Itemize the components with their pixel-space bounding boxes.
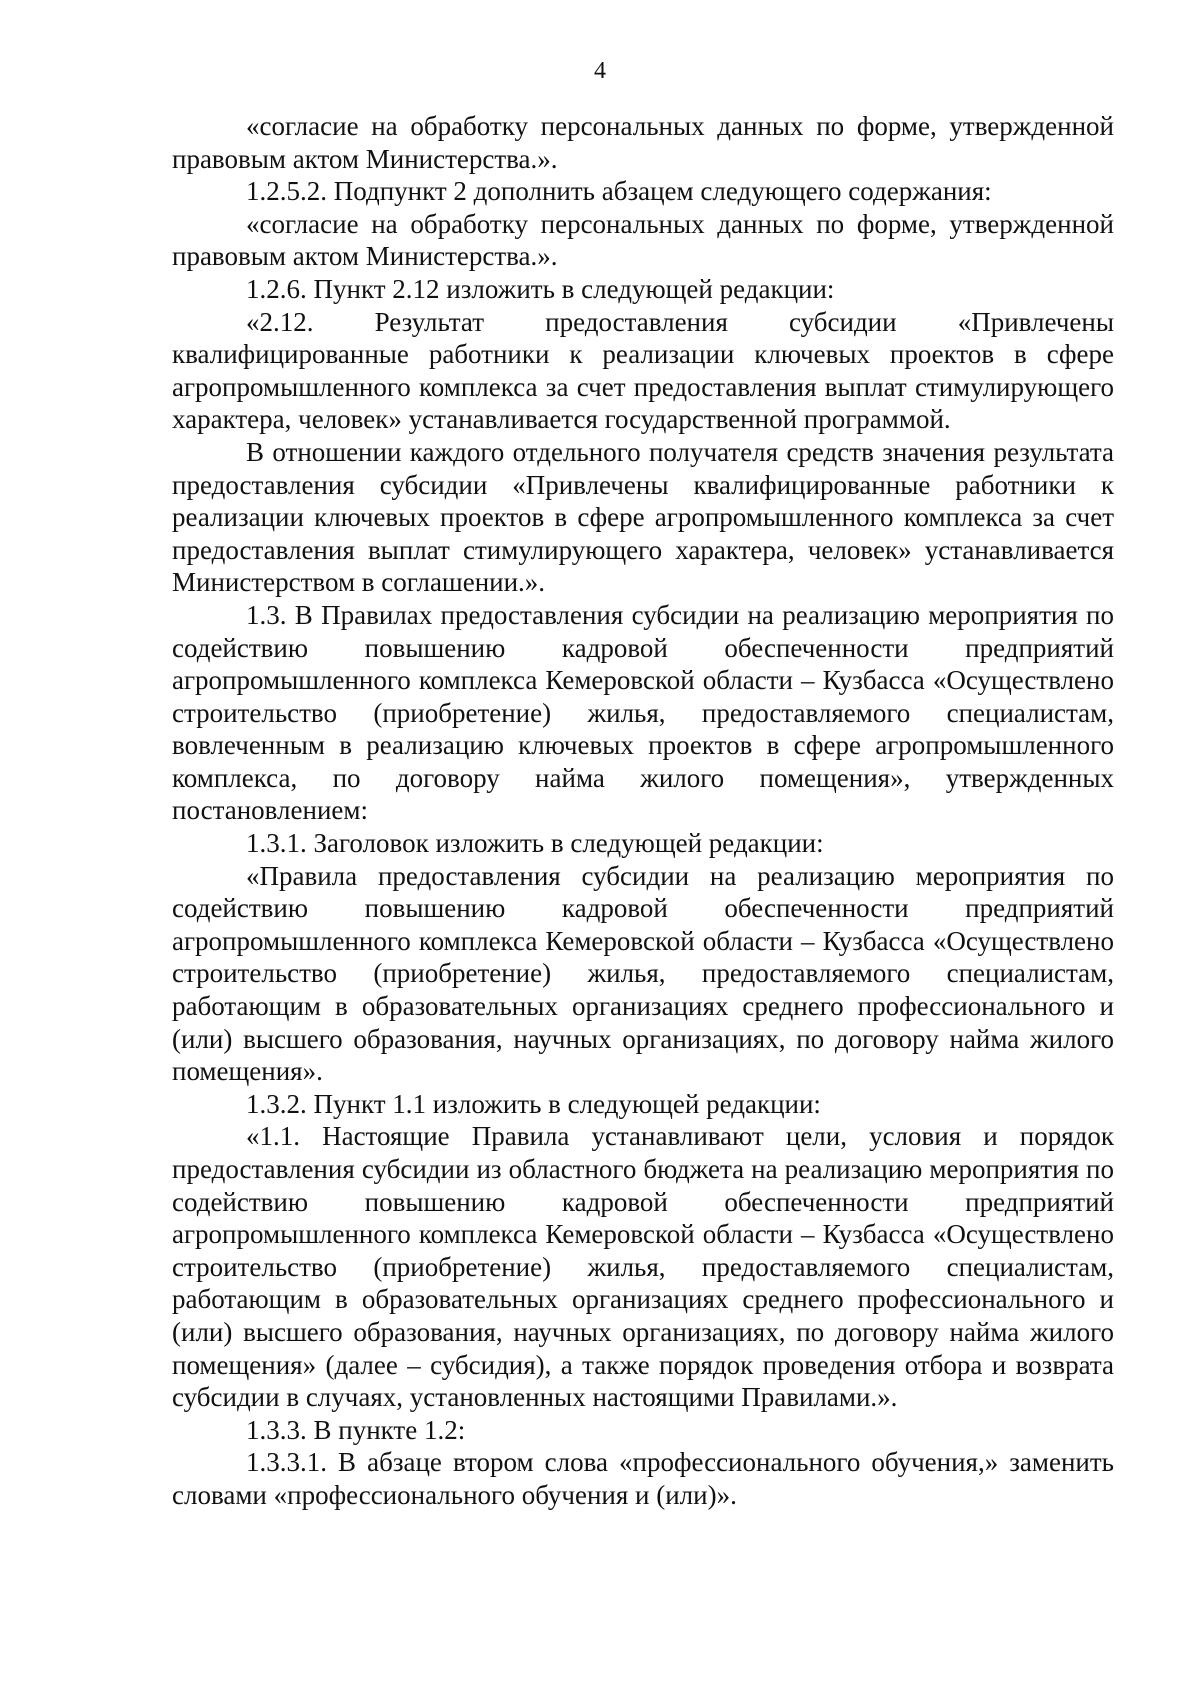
- paragraph-1-3-1: 1.3.1. Заголовок изложить в следующей редакции:: [246, 828, 824, 859]
- document-body: [172, 110, 1114, 1512]
- page-number: 4: [594, 58, 606, 84]
- paragraph-1-3-3: 1.3.3. В пункте 1.2:: [246, 1414, 466, 1445]
- paragraph-consent-1: «согласие на обработку персональных данных по форме, утвержденной правовым актом Министерства.».: [172, 111, 1114, 174]
- paragraph-1-2-6: 1.2.6. Пункт 2.12 изложить в следующей редакции:: [246, 273, 835, 304]
- paragraph-1-3-3-1: 1.3.3.1. В абзаце втором слова «профессионального обучения,» заменить словами «профессионального обучения и (или)».: [172, 1447, 1114, 1510]
- paragraph-1-2-5-2: 1.2.5.2. Подпункт 2 дополнить абзацем следующего содержания:: [246, 176, 992, 207]
- paragraph-1-1: «1.1. Настоящие Правила устанавливают цели, условия и порядок предоставления субсидии из областного бюджета на реализацию мероприятия по содействию повышению кадровой обеспеченности предприятий агропромышленного комплекса Кемеровской области – Кузбасса «Осуществлено строительство (приобретение) жилья, предоставляемого специалистам, работающим в образовательных организациях среднего профессионального и (или) высшего образования, научных организациях, по договору найма жилого помещения» (далее – субсидия), а также порядок проведения отбора и возврата субсидии в случаях, установленных настоящими Правилами.».: [172, 1121, 1114, 1413]
- paragraph-1-3-2: 1.3.2. Пункт 1.1 изложить в следующей редакции:: [246, 1088, 821, 1119]
- paragraph-rules-title: «Правила предоставления субсидии на реализацию мероприятия по содействию повышению кадровой обеспеченности предприятий агропромышленного комплекса Кемеровской области – Кузбасса «Осуществлено строительство (приобретение) жилья, предоставляемого специалистам, работающим в образовательных организациях среднего профессионального и (или) высшего образования, научных организациях, по договору найма жилого помещения».: [172, 860, 1114, 1087]
- paragraph-2-12: «2.12. Результат предоставления субсидии «Привлечены квалифицированные работники к реализации ключевых проектов в сфере агропромышленного комплекса за счет предоставления выплат стимулирующего характера, человек» устанавливается государственной программой.: [172, 306, 1114, 435]
- paragraph-consent-2: «согласие на обработку персональных данных по форме, утвержденной правовым актом Министерства.».: [172, 208, 1114, 272]
- paragraph-1-3: 1.3. В Правилах предоставления субсидии на реализацию мероприятия по содействию повышению кадровой обеспеченности предприятий агропромышленного комплекса Кемеровской области – Кузбасса «Осуществлено строительство (приобретение) жилья, предоставляемого специалистам, вовлеченным в реализацию ключевых проектов в сфере агропромышленного комплекса, по договору найма жилого помещения», утвержденных постановлением:: [172, 599, 1114, 826]
- paragraph-recipient-result: В отношении каждого отдельного получателя средств значения результата предоставления субсидии «Привлечены квалифицированные работники к реализации ключевых проектов в сфере агропромышленного комплекса за счет предоставления выплат стимулирующего характера, человек» устанавливается Министерством в соглашении.».: [172, 436, 1114, 598]
